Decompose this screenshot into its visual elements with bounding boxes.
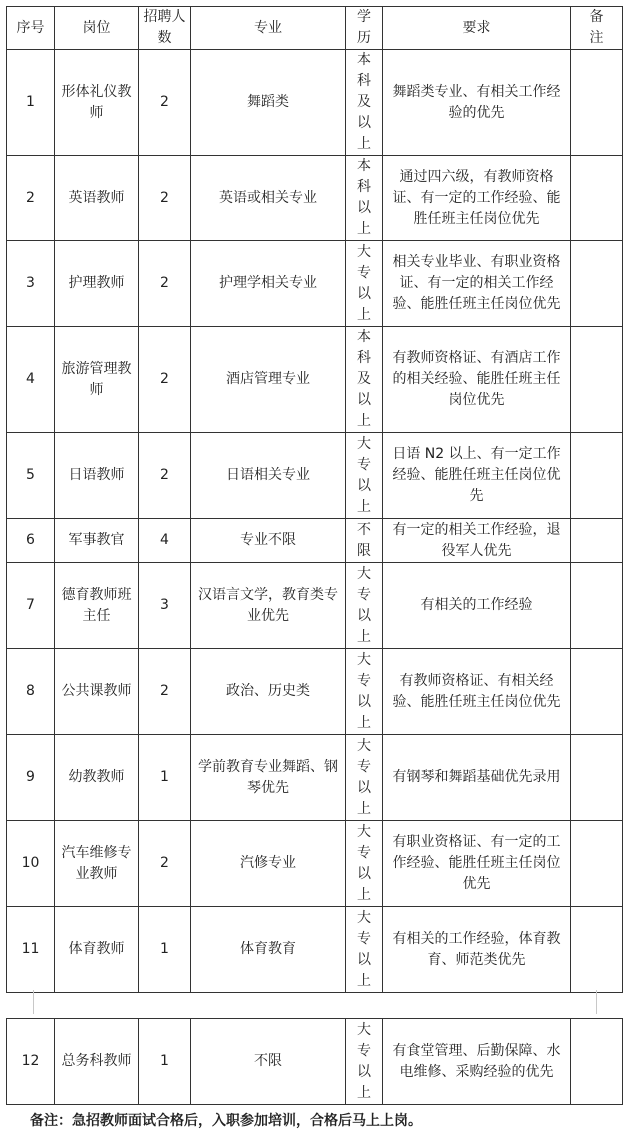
table-row	[7, 327, 623, 433]
cell-major: 不限	[191, 1019, 346, 1105]
cell-count: 4	[139, 519, 191, 563]
cell-count: 2	[139, 433, 191, 519]
table-row	[7, 735, 623, 821]
cell-note	[571, 563, 623, 649]
header-edu-label: 学历	[357, 9, 371, 46]
table-row	[7, 433, 623, 519]
table-row	[7, 1019, 623, 1105]
cell-count: 2	[139, 241, 191, 327]
cell-note	[571, 821, 623, 907]
cell-count: 2	[139, 821, 191, 907]
cell-major: 酒店管理专业	[191, 327, 346, 433]
cell-edu	[346, 821, 383, 907]
cell-req: 相关专业毕业、有职业资格证、有一定的相关工作经验、能胜任班主任岗位优先	[383, 241, 571, 327]
table-row	[7, 241, 623, 327]
cell-edu-text: 大专以上	[357, 823, 371, 903]
table-break-line-right	[596, 990, 597, 1014]
cell-major: 英语或相关专业	[191, 156, 346, 241]
cell-post: 总务科教师	[55, 1019, 139, 1105]
cell-count: 2	[139, 50, 191, 156]
table-header-row	[7, 7, 623, 50]
cell-req: 有教师资格证、有酒店工作的相关经验、能胜任班主任岗位优先	[383, 327, 571, 433]
cell-count: 2	[139, 327, 191, 433]
cell-edu-text: 大专以上	[357, 435, 371, 515]
cell-edu	[346, 563, 383, 649]
cell-edu-text: 本科及以上	[357, 52, 371, 152]
cell-edu-text: 本科以上	[357, 158, 371, 237]
cell-edu	[346, 1019, 383, 1105]
cell-post: 日语教师	[55, 433, 139, 519]
cell-post: 护理教师	[55, 241, 139, 327]
cell-post: 军事教官	[55, 519, 139, 563]
cell-edu-text: 大专以上	[357, 243, 371, 323]
cell-seq: 3	[7, 241, 55, 327]
cell-post: 形体礼仪教师	[55, 50, 139, 156]
table-row	[7, 649, 623, 735]
cell-count: 2	[139, 156, 191, 241]
cell-major: 专业不限	[191, 519, 346, 563]
cell-major: 日语相关专业	[191, 433, 346, 519]
cell-post: 英语教师	[55, 156, 139, 241]
table-row	[7, 50, 623, 156]
cell-note	[571, 433, 623, 519]
header-major: 专业	[191, 7, 346, 50]
header-seq: 序号	[7, 7, 55, 50]
cell-edu-text: 大专以上	[357, 1021, 371, 1101]
cell-note	[571, 50, 623, 156]
table-row	[7, 519, 623, 563]
cell-edu-text: 大专以上	[357, 651, 371, 731]
cell-seq: 7	[7, 563, 55, 649]
cell-post: 旅游管理教师	[55, 327, 139, 433]
cell-req: 有职业资格证、有一定的工作经验、能胜任班主任岗位优先	[383, 821, 571, 907]
cell-req: 有相关的工作经验，体育教育、师范类优先	[383, 907, 571, 993]
cell-count: 1	[139, 735, 191, 821]
cell-count: 2	[139, 649, 191, 735]
cell-major: 体育教育	[191, 907, 346, 993]
cell-edu	[346, 649, 383, 735]
header-requirements: 要求	[383, 7, 571, 50]
cell-major: 汽修专业	[191, 821, 346, 907]
cell-seq: 11	[7, 907, 55, 993]
table-break-line-left	[33, 990, 34, 1014]
cell-post: 体育教师	[55, 907, 139, 993]
cell-edu	[346, 241, 383, 327]
cell-seq: 5	[7, 433, 55, 519]
cell-edu-text: 不限	[357, 521, 371, 559]
cell-major: 护理学相关专业	[191, 241, 346, 327]
cell-seq: 2	[7, 156, 55, 241]
cell-edu	[346, 907, 383, 993]
cell-edu	[346, 327, 383, 433]
cell-post: 德育教师班主任	[55, 563, 139, 649]
cell-count: 3	[139, 563, 191, 649]
table-row	[7, 563, 623, 649]
cell-req: 有食堂管理、后勤保障、水电维修、采购经验的优先	[383, 1019, 571, 1105]
cell-post: 汽车维修专业教师	[55, 821, 139, 907]
cell-note	[571, 649, 623, 735]
header-edu	[346, 7, 383, 50]
cell-edu	[346, 519, 383, 563]
cell-seq: 9	[7, 735, 55, 821]
cell-seq: 4	[7, 327, 55, 433]
header-post: 岗位	[55, 7, 139, 50]
header-note	[571, 7, 623, 50]
cell-req: 有教师资格证、有相关经验、能胜任班主任岗位优先	[383, 649, 571, 735]
cell-req: 有一定的相关工作经验，退役军人优先	[383, 519, 571, 563]
cell-seq: 8	[7, 649, 55, 735]
cell-edu	[346, 735, 383, 821]
cell-edu-text: 大专以上	[357, 909, 371, 989]
cell-note	[571, 156, 623, 241]
table-row	[7, 821, 623, 907]
cell-edu-text: 大专以上	[357, 737, 371, 817]
cell-seq: 12	[7, 1019, 55, 1105]
cell-edu	[346, 156, 383, 241]
cell-count: 1	[139, 1019, 191, 1105]
cell-note	[571, 907, 623, 993]
cell-note	[571, 241, 623, 327]
cell-major: 政治、历史类	[191, 649, 346, 735]
header-note-label: 备注	[589, 9, 604, 46]
cell-edu	[346, 433, 383, 519]
table-row	[7, 156, 623, 241]
cell-seq: 1	[7, 50, 55, 156]
cell-note	[571, 327, 623, 433]
footnote: 备注：急招教师面试合格后，入职参加培训，合格后马上上岗。	[30, 1113, 422, 1129]
cell-major: 学前教育专业舞蹈、钢琴优先	[191, 735, 346, 821]
cell-post: 幼教教师	[55, 735, 139, 821]
table-row	[7, 907, 623, 993]
cell-req: 舞蹈类专业、有相关工作经验的优先	[383, 50, 571, 156]
cell-note	[571, 735, 623, 821]
cell-major: 汉语言文学，教育类专业优先	[191, 563, 346, 649]
cell-req: 日语 N2 以上、有一定工作经验、能胜任班主任岗位优先	[383, 433, 571, 519]
cell-edu-text: 大专以上	[357, 565, 371, 645]
cell-post: 公共课教师	[55, 649, 139, 735]
cell-edu-text: 本科及以上	[357, 329, 371, 429]
recruitment-table-continued	[6, 1018, 623, 1105]
cell-note	[571, 519, 623, 563]
cell-req: 有钢琴和舞蹈基础优先录用	[383, 735, 571, 821]
cell-seq: 6	[7, 519, 55, 563]
cell-count: 1	[139, 907, 191, 993]
recruitment-table	[6, 6, 623, 993]
cell-req: 有相关的工作经验	[383, 563, 571, 649]
cell-edu	[346, 50, 383, 156]
cell-seq: 10	[7, 821, 55, 907]
cell-major: 舞蹈类	[191, 50, 346, 156]
cell-note	[571, 1019, 623, 1105]
cell-req: 通过四六级，有教师资格证、有一定的工作经验、能胜任班主任岗位优先	[383, 156, 571, 241]
header-count: 招聘人数	[139, 7, 191, 50]
